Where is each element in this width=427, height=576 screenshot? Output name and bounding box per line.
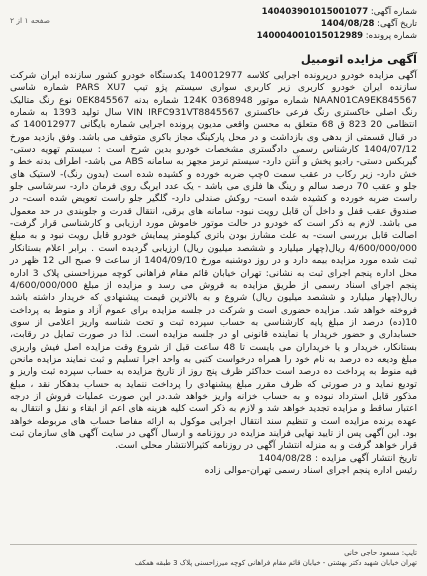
body-paragraph: آگهی مزایده خودرو درپرونده اجرایی کلاسه 140012977 یکدستگاه خودرو کشور سازنده ایران شرکت سازنده ایران خودرو کاربری زیر کاربری سواری سیستم پژو تیپ PARS XU7 شماره شاسی NAAN01CA9EK845567 شماره موتور 124K 0368948 شماره بدنه 0EK845567 نوع رنگ متالیک رنگ اصلی خاکستری رنگ فرعی خاکستری VIN IRFC931VT8845567 سال تولید 1393 به شماره انتظامی 20 823 ق 68 متعلق به محسن واقعی مدیون پرونده اجرایی شماره بایگانی 140012977 که در قبال قسمتی از بدهی وی بازداشت و در محل پارکینگ مجاز باکری متوقف می باشد. وفق بازدید مورخ 1404/07/12 کارشناس رسمی دادگستری مشخصات خودرو بدین شرح است : سیستم تهویه دستی- گیربکس دستی- رادیو پخش و آنتن دارد- سیستم ترمز مجهز به سامانه ABS می باشد- اطراف بدنه خط و خش دارد- زیر رکاب در عقب سمت 0چپ ضربه خورده و کشیده شده است (بدون رنگ)- لاستیک های جلو و عقب 70 درصد سالم و رینگ ها فلزی می باشد - یک عدد ایربگ روی فرمان دارد- سرشاسی جلو راست ضربه خورده و کشیده شده است- روکش صندلی دارد- گلگیر جلو راست تعویض شده است- در صندوق عقب قفل و داخل آن قابل رویت نبود- سامانه های برقی، انتقال قدرت و جلوبندی در حد معمول می باشد. لازم به ذکر است که خودرو در حالت موتور خاموش مورد ارزیابی و کارشناسی قرار گرفت- اصالت قابل بررسی است- به علت مشارز بودن باتری کیلومتر پیمایش خودرو قابل رویت نبود و به مبلغ 4/600/000/000 ریال(چهار میلیارد و ششصد میلیون ریال) ارزیابی گردیده است . برابر اعلام بستانکار ثبت شده مورد مزایده بیمه دارد و در روز دوشنبه مورخ 1404/09/10 از ساعت 9 صبح الی 12 ظهر در محل اداره پنجم اجرای ثبت به نشانی: تهران خیابان قائم مقام فراهانی کوچه میرزاحسنی پلاک 3 اداره پنجم اجرای اسناد رسمی از طریق مزایده به فروش می رسد و مزایده از مبلغ 4/600/000/000 ریال(چهار میلیارد و ششصد میلیون ریال) شروع و به بالاترین قیمت پیشنهادی که خریدار داشته باشد فروخته خواهد شد. مزایده حضوری است و شرکت در جلسه مزایده برای عموم آزاد و منوط به پرداخت 10(ده) درصد از مبلغ پایه کارشناسی به حساب سپرده ثبت و تحت شناسه واریز اعلامی از سوی حسابداری و حضور خریدار یا نماینده قانونی او در جلسه مزایده است. لذا در صورت تمایل در رقابت، بستانکار، خریدار و یا خریداران می بایست تا 48 ساعت قبل از شروع وقت مزایده اصل فیش واریزی مبلغ ودیعه ده درصد به نام خود را همراه درخواست کتبی به واحد اجرا تسلیم و ثبت نمایند مزایده مانحن فیه منوط به پرداخت ده درصد است حداکثر ظرف پنج روز از تاریخ مزایده به حساب سپرده ثبت واریز و تودیع نماید و در صورتی که ظرف مقرر مبلغ پیشنهادی را پرداخت ننماید به حساب بدهکار نقد ، مبلغ مذکور قابل استرداد نبوده و به حساب خزانه واریز خواهد شد.در این صورت عملیات فروش از درجه اعتبار ساقط و مزایده تجدید خواهد شد و لازم به ذکر است کلیه هزینه های اعم از ابقاء و نقل و انتقال به عهده برنده مزایده است و تنظیم سند انتقال اجرایی موکول به ارائه مفاصا حساب های مربوطه خواهد بود. این آگهی پس از تایید نهایی فرایند مزایده در روزنامه و ارسال آگهی در سایت آگهی های سازمان ثبت قرار خواهد گرفت و به منزله انتشار آگهی در روزنامه کثیرالانتشار محلی است. (10, 70, 417, 452)
footer-divider (10, 544, 417, 545)
document-body (10, 70, 417, 477)
ad-number-label: شماره آگهی: (370, 7, 417, 17)
page-title: آگهی مزایده اتومبیل (300, 52, 417, 66)
ad-meta (217, 6, 417, 42)
ad-number: 140403901015001077 (261, 7, 369, 17)
ad-number-row (217, 6, 417, 18)
page-number: صفحه ۱ از ۲ (10, 16, 50, 25)
footer-address: تهران خیابان شهید دکتر بهشتی - خیابان قائم مقام فراهانی کوچه میرزاحسنی پلاک 3 طبقه همکف (134, 559, 417, 567)
page-footer (10, 548, 417, 568)
file-number-row (217, 30, 417, 42)
ad-date-label: تاریخ آگهی: (377, 19, 417, 29)
ad-date: 1404/08/28 (320, 19, 375, 29)
signature-line: رئیس اداره پنجم اجرای اسناد رسمی تهران-موالی زاده (204, 465, 417, 476)
footer-author: تایپ: مسعود حاجی خانی (344, 549, 417, 557)
file-number: 140004001015012989 (256, 31, 364, 41)
file-number-label: شماره پرونده: (365, 31, 417, 41)
document-header (10, 6, 417, 46)
ad-date-row (217, 18, 417, 30)
publish-date-line: تاریخ انتشار آگهی مزایده : 1404/08/28 (258, 452, 417, 464)
